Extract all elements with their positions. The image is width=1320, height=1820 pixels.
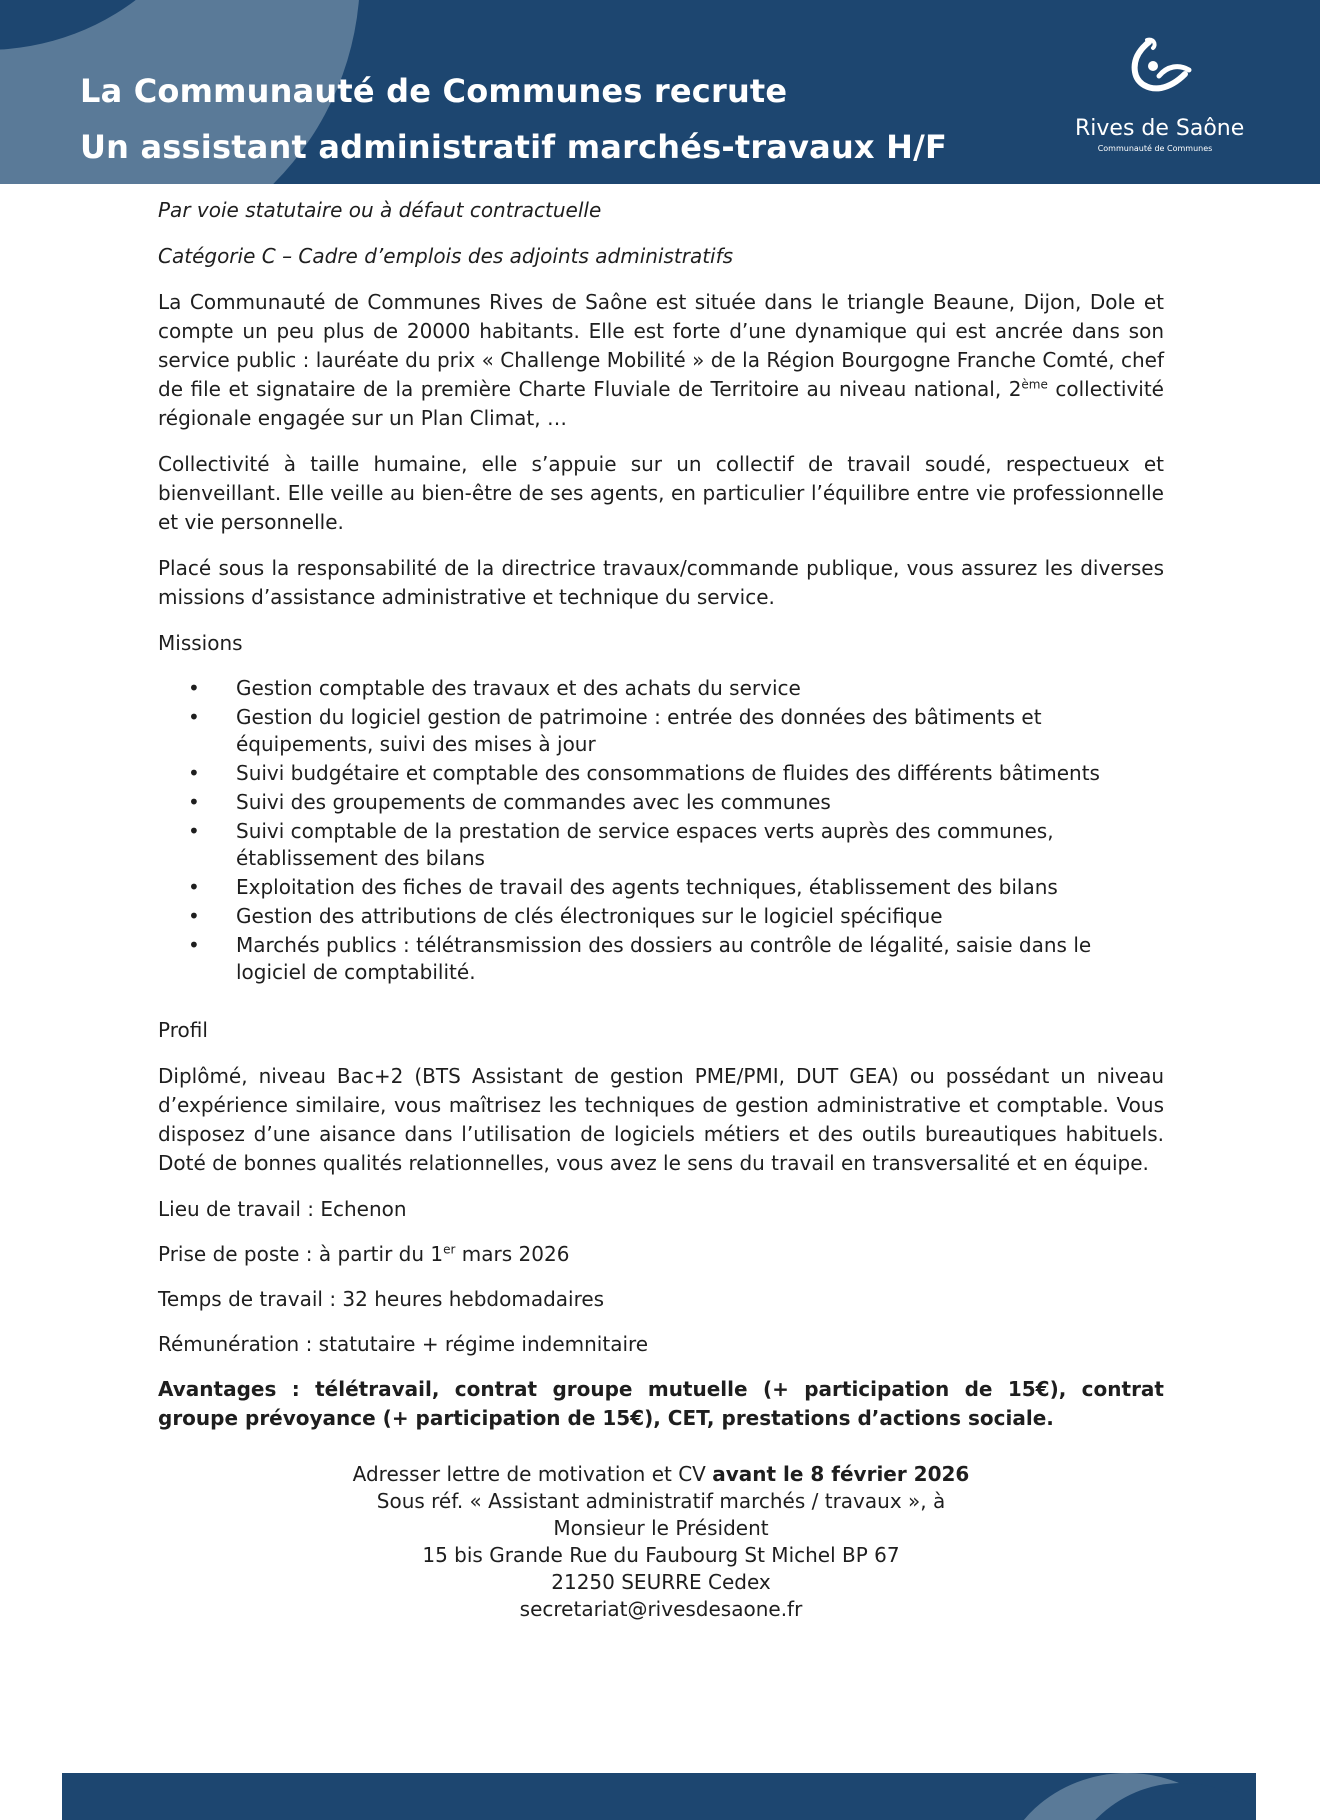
contact-line-3: Monsieur le Président (553, 1516, 769, 1540)
lieu-line: Lieu de travail : Echenon (158, 1197, 407, 1221)
prise-superscript: er (443, 1242, 456, 1257)
collectivite-paragraph: Collectivité à taille humaine, elle s’appuie sur un collectif de travail soudé, respectueux et bienveillant. Elle veille au bien-être de ses agents, en particulier l’équilibre entre vie professionnelle et vie personnelle. (158, 452, 1164, 534)
contact-block (158, 1461, 1164, 1623)
profil-heading: Profil (158, 1018, 208, 1042)
list-item: • Gestion comptable des travaux et des achats du service (158, 675, 1164, 702)
list-item: • Gestion du logiciel gestion de patrimoine : entrée des données des bâtiments et équipements, suivi des mises à jour (158, 704, 1164, 758)
page-title: La Communauté de Communes recrute (80, 72, 788, 110)
job-offer-body (158, 196, 1164, 1623)
profil-paragraph: Diplômé, niveau Bac+2 (BTS Assistant de gestion PME/PMI, DUT GEA) ou possédant un niveau d’expérience similaire, vous maîtrisez les techniques de gestion administrative et comptable. Vous disposez d’une aisance dans l’utilisation de logiciels métiers et des outils bureautiques habituels. Doté de bonnes qualités relationnelles, vous avez le sens du travail en transversalité et en équipe. (158, 1064, 1164, 1175)
contact-line-5: 21250 SEURRE Cedex (551, 1570, 771, 1594)
intro-superscript: ème (1021, 377, 1048, 392)
intro-paragraph (158, 288, 1164, 433)
missions-list (158, 675, 1164, 986)
prise-text-b: mars 2026 (455, 1242, 570, 1266)
header-banner (0, 0, 1320, 184)
footer-banner (62, 1773, 1256, 1820)
avantages-paragraph: Avantages : télétravail, contrat groupe mutuelle (+ participation de 15€), contrat groupe prévoyance (+ participation de 15€), CET, prestations d’actions sociale. (158, 1377, 1164, 1430)
contact-line-1 (158, 1461, 1164, 1488)
logo-subtitle: Communauté de Communes (1097, 144, 1213, 153)
statut-line: Par voie statutaire ou à défaut contractuelle (158, 198, 602, 222)
missions-heading: Missions (158, 631, 243, 655)
list-item: • Gestion des attributions de clés électroniques sur le logiciel spécifique (158, 903, 1164, 930)
list-item: • Exploitation des fiches de travail des agents techniques, établissement des bilans (158, 874, 1164, 901)
categorie-line: Catégorie C – Cadre d’emplois des adjoints administratifs (158, 244, 734, 268)
intro-text-a: La Communauté de Communes Rives de Saône est située dans le triangle Beaune, Dijon, Dole et compte un peu plus de 20000 habitants. Elle est forte d’une dynamique qui est ancrée dans son service public : lauréate du prix « Challenge Mobilité » de la Région Bourgogne Franche Comté, chef de file et signataire de la première Charte Fluviale de Territoire au niveau national, 2 (158, 290, 1164, 401)
responsabilite-paragraph: Placé sous la responsabilité de la directrice travaux/commande publique, vous assurez les diverses missions d’assistance administrative et technique du service. (158, 556, 1164, 609)
list-item: • Suivi budgétaire et comptable des consommations de fluides des différents bâtiments (158, 760, 1164, 787)
contact-line-4: 15 bis Grande Rue du Faubourg St Michel BP 67 (422, 1543, 900, 1567)
contact-email[interactable]: secretariat@rivesdesaone.fr (519, 1597, 803, 1621)
list-item: • Suivi des groupements de commandes avec les communes (158, 789, 1164, 816)
contact-text: Adresser lettre de motivation et CV (352, 1462, 713, 1486)
intro-text-b: collectivité régionale engagée sur un Plan Climat, … (158, 377, 1164, 430)
rives-de-saone-logo (1075, 36, 1245, 156)
list-item: • Suivi comptable de la prestation de service espaces verts auprès des communes, établissement des bilans (158, 818, 1164, 872)
list-item: • Marchés publics : télétransmission des dossiers au contrôle de légalité, saisie dans le logiciel de comptabilité. (158, 932, 1164, 986)
page-subtitle: Un assistant administratif marchés-travaux H/F (80, 128, 948, 166)
logo-emblem-icon (1119, 36, 1199, 106)
prise-line (158, 1240, 1164, 1269)
deadline: avant le 8 février 2026 (712, 1462, 970, 1486)
temps-line: Temps de travail : 32 heures hebdomadaires (158, 1287, 605, 1311)
prise-text-a: Prise de poste : à partir du 1 (158, 1242, 444, 1266)
remuneration-line: Rémunération : statutaire + régime indemnitaire (158, 1332, 649, 1356)
contact-line-2: Sous réf. « Assistant administratif marchés / travaux », à (376, 1489, 946, 1513)
logo-name: Rives de Saône (1075, 116, 1245, 141)
